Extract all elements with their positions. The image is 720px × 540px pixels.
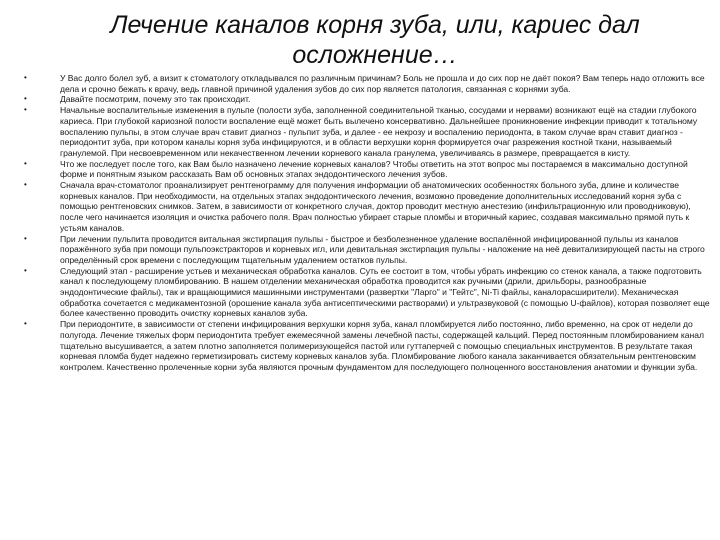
list-item (24, 73, 714, 94)
bullet-icon: • (24, 158, 27, 168)
bullet-icon: • (24, 180, 27, 190)
list-item-text: При лечении пульпита проводится витальная экстирпация пульпы - быстрое и безболезненное удаление воспалённой инфицированной пульпы из каналов поражённого зуба при помощи пульпоэкстракторов и корневых игл, или девитальная экстирпация пульпы - наложение на неё девитализирующей пасты на строго определённый срок времени с последующим тщательным удалением остатков пульпы. (60, 233, 705, 265)
bullet-icon: • (24, 265, 27, 275)
list-item-text: При периодонтите, в зависимости от степени инфицирования верхушки корня зуба, канал пломбируется либо постоянно, либо временно, на срок от недели до полугода. Лечение тяжелых форм периодонтита требует ежемесячной замены лечебной пасты, содержащей кальций. Перед постоянным пломбированием канал тщательно высушивается, а затем плотно заполняется полимеризующейся пастой или гуттаперчей с помощью специальных инструментов. В результате такая корневая пломба будет надежно герметизировать систему корневых каналов зуба. Пломбирование любого канала заканчивается обязательным рентгеновским контролем. Качественно пролеченные корни зуба являются прочным фундаментом для последующего полноценного восстановления анатомии и функции зуба. (60, 319, 704, 372)
bullet-icon: • (24, 73, 27, 82)
list-item-text: Что же последует после того, как Вам было назначено лечение корневых каналов? Чтобы ответить на этот вопрос мы постараемся в максимально доступной форме и понятным языком рассказать Вам об основных этапах эндодонтического лечения зубов. (60, 158, 688, 180)
slide-title: Лечение каналов корня зуба, или, кариес дал осложнение… (110, 11, 640, 69)
list-item (24, 319, 714, 373)
bullet-icon: • (24, 233, 27, 243)
bullet-list (24, 73, 714, 373)
list-item-text: Давайте посмотрим, почему это так происходит. (60, 94, 251, 105)
list-item-text: Начальные воспалительные изменения в пульпе (полости зуба, заполненной соединительной тканью, сосудами и нервами) возникают ещё на стадии глубокого кариеса. При глубокой кариозной полости воспаление ещё может быть вылечено консервативно. Дальнейшее проникновение инфекции приводит к тотальному воспалению пульпы, в этом случае врач ставит диагноз - пульпит зуба, и далее - ее некрозу и воспалению периодонта, в таком случае врач ставит диагноз - периодонтит зуба, при котором каналы корня зуба инфицируются, и в области верхушки корня формируется очаг разрежения костной ткани, называемый гранулемой. При несвоевременном или некачественном лечении корневого канала гранулема, увеличиваясь в размере, превращается в кисту. (60, 105, 698, 158)
list-item-text: Следующий этап - расширение устьев и механическая обработка каналов. Суть ее состоит в том, чтобы убрать инфекцию со стенок канала, а также подготовить канал к последующему пломбированию. В нашем отделении механическая обработка проводится как ручными (дрили, дрильборы, разнообразные эндодонтические файлы), так и вращающимися машинными инструментами (развертки "Ларго" и "Гейтс", Ni-Ti файлы, каналорасширители). Механическая обработка сочетается с медикаментозной (орошение канала зуба антисептическими растворами) и ультразвуковой (с помощью U-файлов), которая позволяет еще более качественно проводить очистку корневых каналов зуба. (60, 265, 710, 319)
list-item (24, 159, 714, 180)
bullet-icon: • (24, 319, 27, 329)
list-item (24, 105, 714, 159)
list-item (24, 266, 714, 320)
list-item (24, 234, 714, 266)
list-item-text: Сначала врач-стоматолог проанализирует рентгенограмму для получения информации об анатомических особенностях больного зуба, длине и количестве корневых каналов. При необходимости, на отдельных этапах эндодонтического лечения, возможно проведение дополнительных исследований корня зуба с помощью рентгеновских снимков. Затем, в зависимости от конкретного случая, доктор проводит местную анестезию (инфильтрационную или проводниковую), после чего начинается изоляция и очистка рабочего поля. Врач полностью убирает старые пломбы и вторичный кариес, создавая максимально прямой путь к устьям каналов. (60, 180, 691, 233)
bullet-icon: • (24, 94, 27, 104)
list-item (24, 180, 714, 234)
list-item (24, 94, 714, 105)
bullet-icon: • (24, 105, 27, 115)
list-item-text: У Вас долго болел зуб, а визит к стоматологу откладывался по различным причинам? Боль не прошла и до сих пор не даёт покоя? Вам теперь надо отложить все дела и срочно бежать к врачу, ведь главной причиной удаления зубов до сих пор является патология, связанная с корнями зуба. (60, 73, 705, 94)
